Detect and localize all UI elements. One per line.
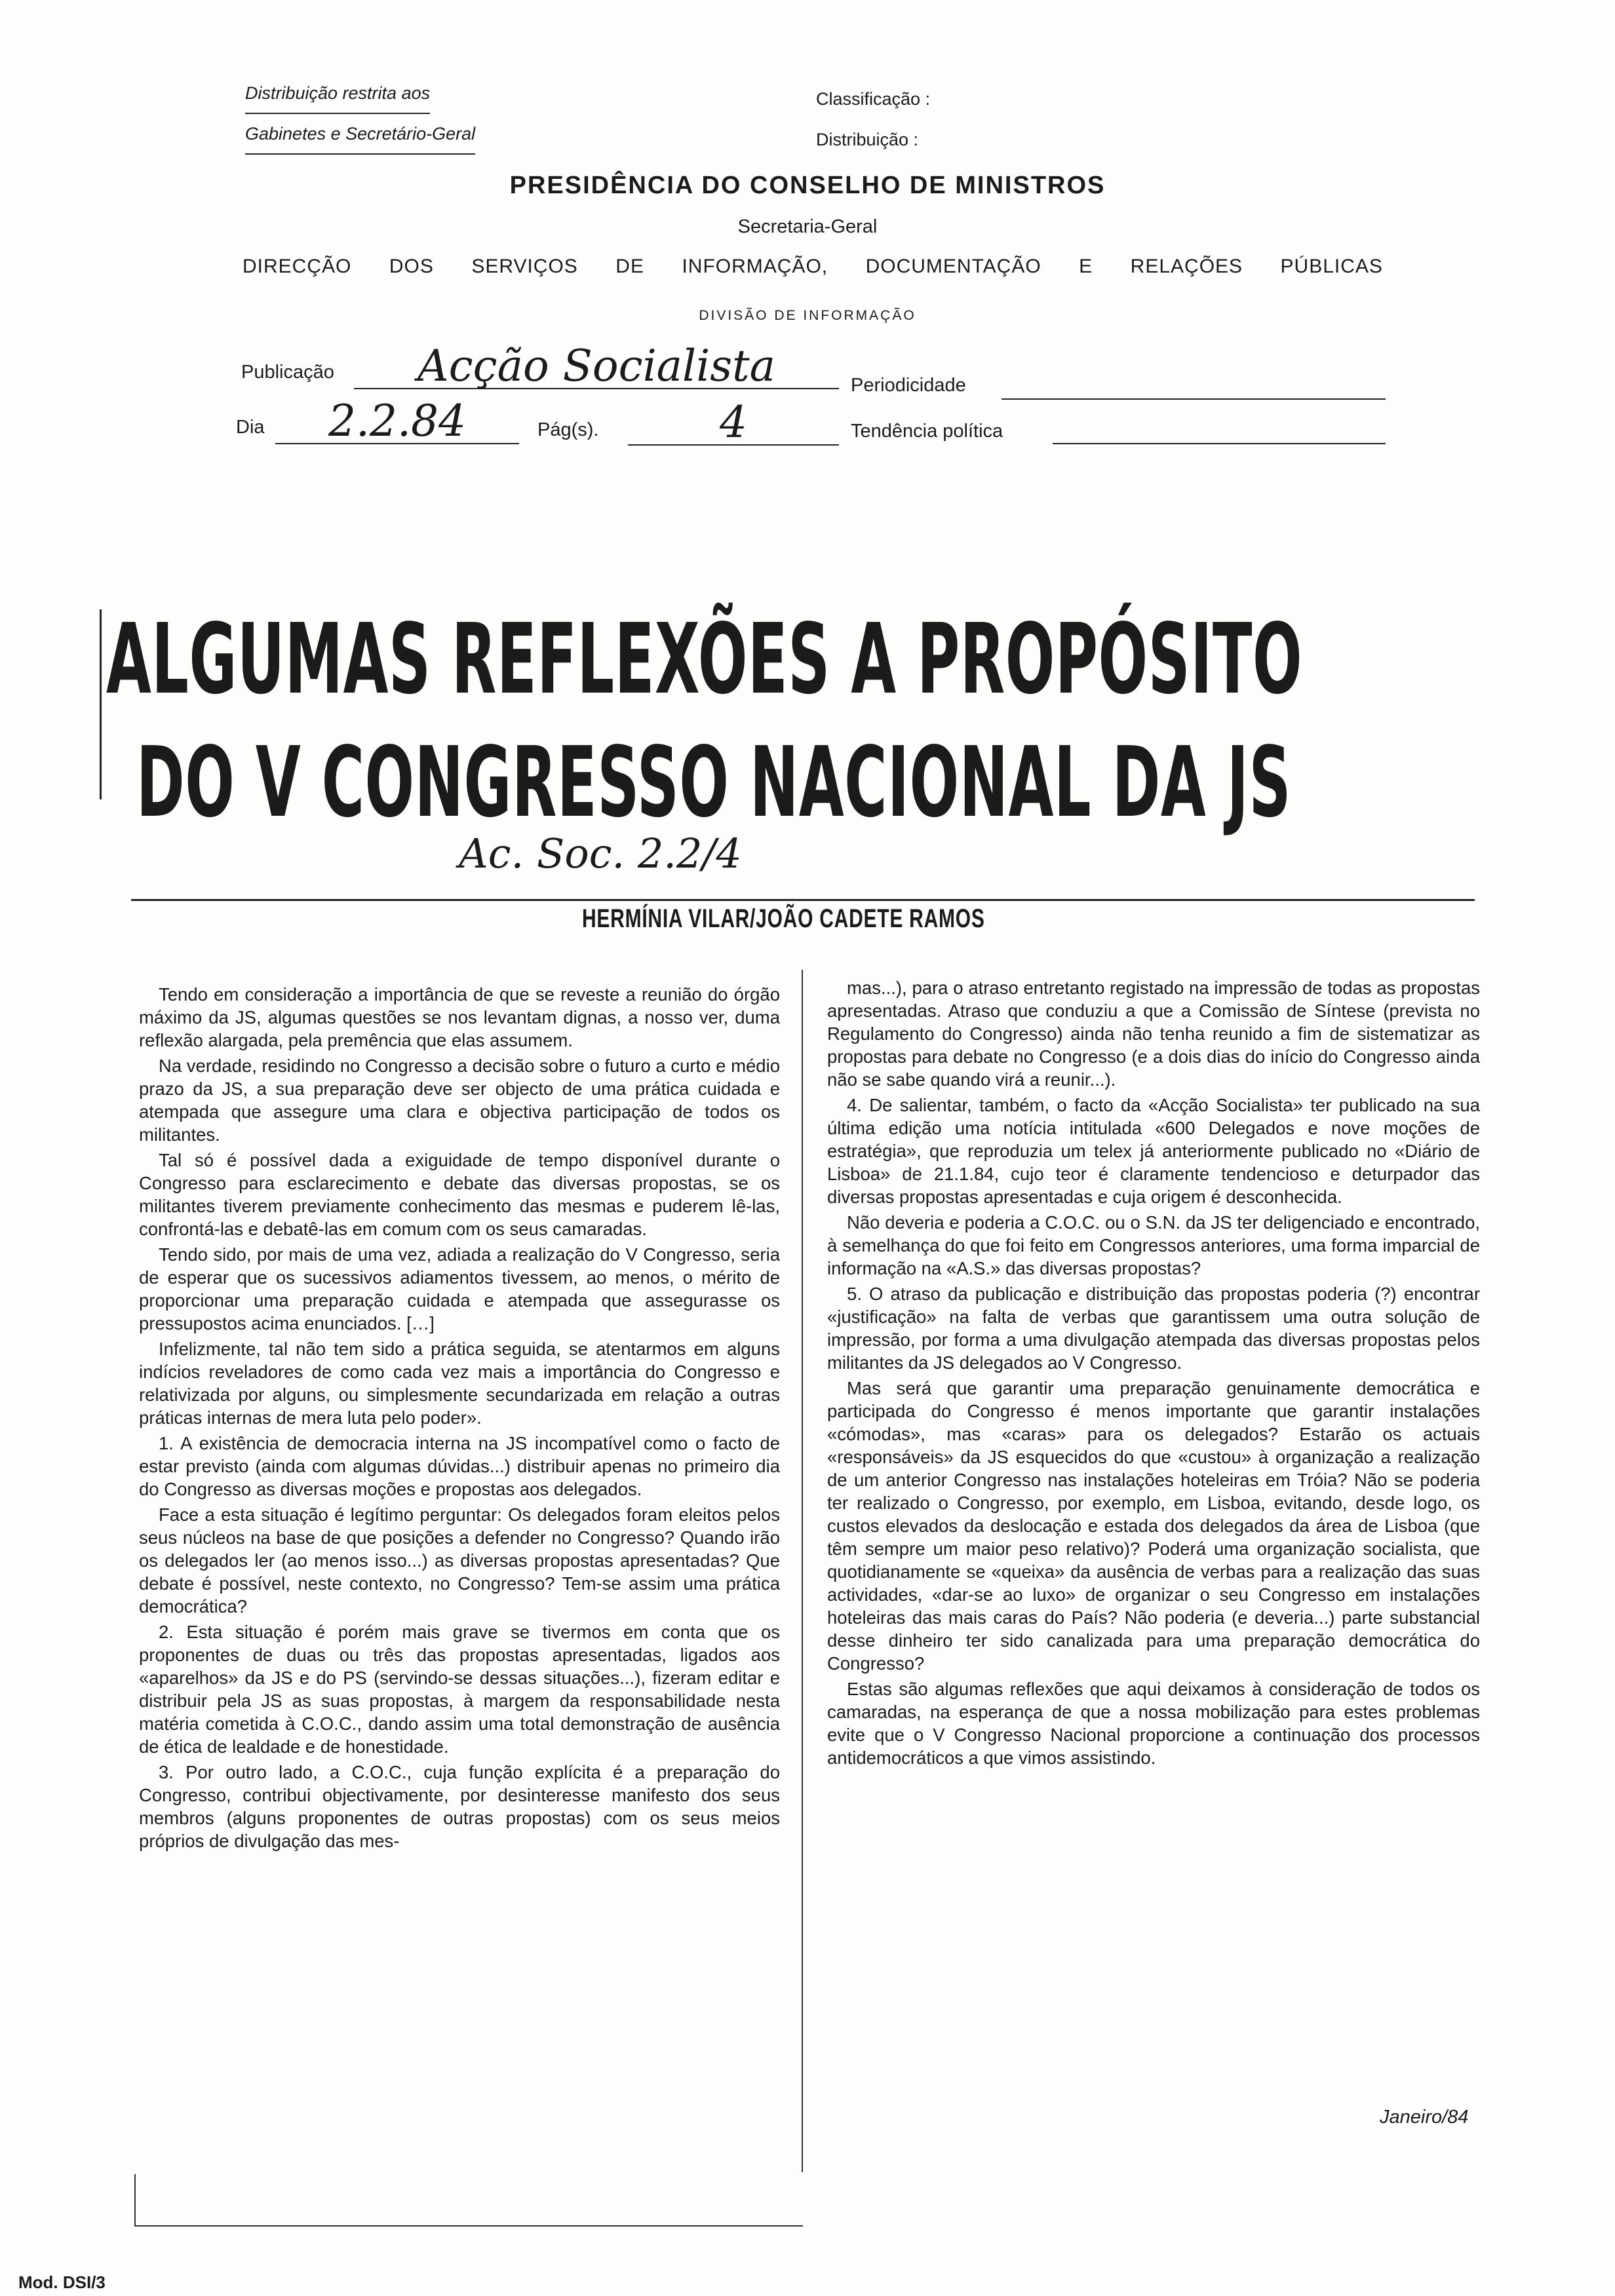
- article-date: Janeiro/84: [1380, 2107, 1469, 2128]
- article-left-column: [139, 983, 780, 1852]
- article-title-line-2: DO V CONGRESSO NACIONAL DA JS: [136, 726, 1292, 839]
- right-column-paragraph: 4. De salientar, também, o facto da «Acção Socialista» ter publicado na sua última edição uma notícia intitulada «600 Delegados e nove moções de estratégia», que reproduzia um telex já anteriormente publicado no «Diário de Lisboa» de 21.1.84, cujo teor é claramente tendencioso e deturpador das diversas propostas apresentadas e cuja origem é desconhecida.: [827, 1095, 1480, 1207]
- secretaria-heading: Secretaria-Geral: [737, 216, 878, 237]
- direccao-word: E: [1079, 256, 1093, 277]
- restricted-line-1: Distribuição restrita aos: [245, 73, 430, 114]
- direccao-word: DE: [615, 256, 644, 277]
- column-divider: [802, 970, 803, 2172]
- form-model-code: Mod. DSI/3: [18, 2272, 106, 2292]
- left-column-paragraph: 3. Por outro lado, a C.O.C., cuja função explícita é a preparação do Congresso, contribui objectivamente, por desinteresse manifesto dos seus membros (alguns proponentes de outras propostas) com os seus meios próprios de divulgação das mes-: [139, 1762, 780, 1851]
- left-column-paragraph: Infelizmente, tal não tem sido a prática seguida, se atentarmos em alguns indícios reveladores de como cada vez mais a importância do Congresso e relativizada por alguns, ou simplesmente secundarizada em relação a outras práticas internas de mera luta pelo poder».: [139, 1339, 780, 1428]
- left-column-paragraph: Tal só é possível dada a exiguidade de tempo disponível durante o Congresso para esclarecimento e debate das diversas propostas, se os militantes tiverem previamente conhecimento das mesmas e puderem lê-las, confrontá-las e debatê-las em comum com os seus camaradas.: [139, 1150, 780, 1239]
- frame-bottom-edge: [134, 2225, 803, 2227]
- classificacao-label: Classificação :: [816, 89, 931, 109]
- direccao-word: DIRECÇÃO: [243, 256, 352, 277]
- right-column-paragraph: 5. O atraso da publicação e distribuição das propostas poderia (?) encontrar «justificação» na falta de verbas que garantissem uma outra solução de impressão, por forma a uma divulgação atempada das diversas propostas pelos militantes da JS delegados ao V Congresso.: [827, 1284, 1480, 1373]
- distribuicao-label: Distribuição :: [816, 130, 919, 149]
- byline-rule: [131, 899, 1475, 901]
- right-column-paragraph: Não deveria e poderia a C.O.C. ou o S.N. da JS ter deligenciado e encontrado, à semelhança do que foi feito em Congressos anteriores, uma forma imparcial de informação na «A.S.» das diversas propostas?: [827, 1212, 1480, 1278]
- frame-left-edge: [134, 2174, 136, 2227]
- handwritten-reference: Ac. Soc. 2.2/4: [459, 830, 742, 877]
- left-column-paragraph: Tendo em consideração a importância de que se reveste a reunião do órgão máximo da JS, algumas questões se nos levantam dignas, a nosso ver, duma reflexão alargada, pela premência que elas assumem.: [139, 984, 780, 1050]
- divisao-heading: DIVISÃO DE INFORMAÇÃO: [699, 308, 916, 323]
- tendencia-label: Tendência política: [851, 421, 1003, 442]
- article-right-column: [827, 976, 1480, 1769]
- ministry-heading: PRESIDÊNCIA DO CONSELHO DE MINISTROS: [509, 172, 1106, 199]
- title-left-rule: [100, 609, 102, 799]
- article-title-line-1: ALGUMAS REFLEXÕES A PROPÓSITO: [106, 603, 1303, 716]
- direccao-word: DOS: [389, 256, 434, 277]
- byline: HERMÍNIA VILAR/JOÃO CADETE RAMOS: [582, 904, 985, 933]
- left-column-paragraph: 1. A existência de democracia interna na JS incompatível como o facto de estar previsto (ainda com algumas dúvidas...) distribuir apenas no primeiro dia do Congresso as diversas moções e propostas aos delegados.: [139, 1433, 780, 1499]
- restricted-distribution: [245, 73, 475, 155]
- pags-label: Pág(s).: [537, 419, 599, 440]
- direccao-word: RELAÇÕES: [1130, 256, 1243, 277]
- left-column-paragraph: Tendo sido, por mais de uma vez, adiada a realização do V Congresso, seria de esperar que os sucessivos adiamentos tivessem, ao menos, o mérito de proporcionar uma preparação cuidada e atempada que assegurasse os pressupostos acima enunciados. […]: [139, 1244, 780, 1333]
- tendencia-line: [1053, 443, 1386, 444]
- periodicidade-label: Periodicidade: [851, 375, 966, 396]
- left-column-paragraph: Face a esta situação é legítimo perguntar: Os delegados foram eleitos pelos seus núcleos na base de que posições a defender no Congresso? Quando irão os delegados ler (ao menos isso...) as diversas propostas apresentadas? Que debate é possível, neste contexto, no Congresso? Tem-se assim uma prática democrática?: [139, 1504, 780, 1617]
- dia-label: Dia: [236, 417, 265, 438]
- pags-value: 4: [628, 401, 839, 446]
- direccao-word: SERVIÇOS: [471, 256, 578, 277]
- dia-value: 2.2.84: [275, 400, 519, 444]
- left-column-paragraph: Na verdade, residindo no Congresso a decisão sobre o futuro a curto e médio prazo da JS, a sua preparação deve ser objecto de uma prática cuidada e atempada que assegure uma clara e objectiva participação de todos os militantes.: [139, 1056, 780, 1145]
- direccao-word: PÚBLICAS: [1280, 256, 1383, 277]
- direccao-word: INFORMAÇÃO,: [682, 256, 828, 277]
- direccao-word: DOCUMENTAÇÃO: [865, 256, 1041, 277]
- publicacao-label: Publicação: [241, 362, 334, 383]
- right-column-paragraph: Mas será que garantir uma preparação genuinamente democrática e participada do Congresso é menos importante que garantir instalações «cómodas», mas «caras» para os delegados? Estarão os actuais «responsáveis» da JS esquecidos do que «custou» à organização a realização de um anterior Congresso nas instalações hoteleiras em Tróia? Não se poderia ter realizado o Congresso, por exemplo, em Lisboa, evitando, desde logo, os custos elevados da deslocação e estada dos delegados da área de Lisboa (que têm sempre um maior peso relativo)? Poderá uma organização socialista, que quotidianamente se «queixa» da ausência de verbas para a realização das suas actividades, «dar-se ao luxo» de organizar o seu Congresso em instalações hoteleiras das mais caras do País? Não poderia (e deveria...) parte substancial desse dinheiro ter sido canalizada para uma preparação democrática do Congresso?: [827, 1378, 1480, 1674]
- classification-block: [816, 79, 930, 160]
- publicacao-value: Acção Socialista: [354, 345, 839, 389]
- periodicidade-line: [1002, 398, 1386, 400]
- restricted-line-2: Gabinetes e Secretário-Geral: [245, 114, 475, 155]
- right-column-paragraph: Estas são algumas reflexões que aqui deixamos à consideração de todos os camaradas, na esperança de que a nossa mobilização para estes problemas evite que o V Congresso Nacional proporcione a continuação dos processos antidemocráticos a que vimos assistindo.: [827, 1679, 1480, 1768]
- left-column-paragraph: 2. Esta situação é porém mais grave se tivermos em conta que os proponentes de duas ou três das propostas apresentadas, ligados aos «aparelhos» da JS e do PS (servindo-se dessas situações...), fizeram editar e distribuir pela JS as suas propostas, à margem da responsabilidade nesta matéria cometida à C.O.C., dando assim uma total demonstração de ausência de ética de lealdade e de honestidade.: [139, 1622, 780, 1757]
- right-column-paragraph: mas...), para o atraso entretanto registado na impressão de todas as propostas apresentadas. Atraso que conduziu a que a Comissão de Síntese (prevista no Regulamento do Congresso) ainda não tenha reunido a fim de sistematizar as propostas para debate no Congresso (e a dois dias do início do Congresso ainda não se sabe quando virá a reunir...).: [827, 978, 1480, 1090]
- direccao-heading: [243, 256, 1383, 278]
